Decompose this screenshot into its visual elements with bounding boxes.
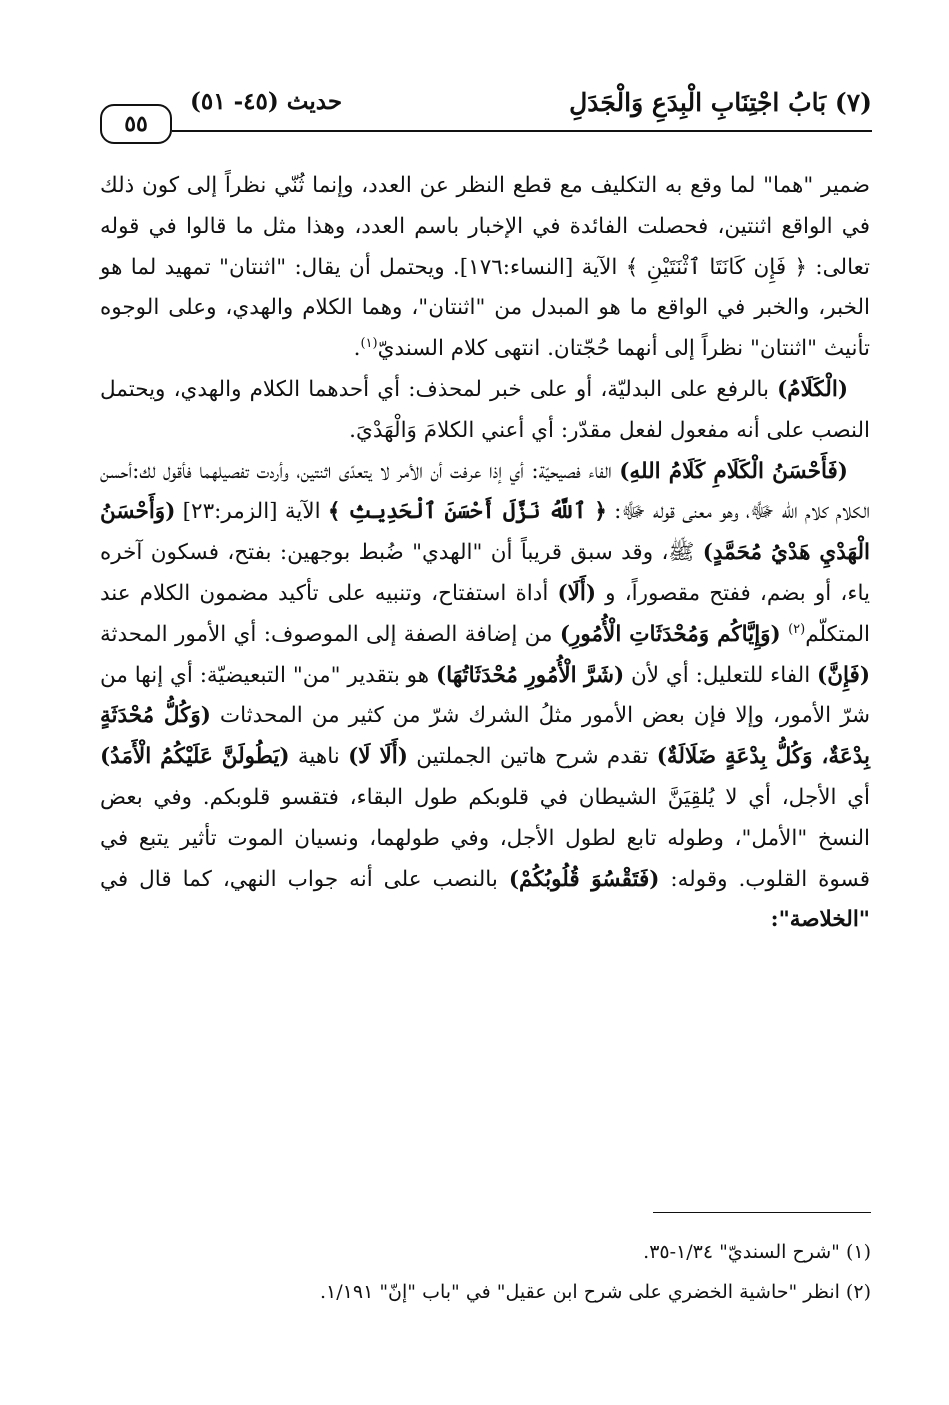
text-run: بالنصب على أنه جواب النهي، كما قال في xyxy=(100,866,509,892)
text-run: الفاء فصيحيّة: أي إذا عرفت أن الأمر لا يتعدّى اثنتين، وأردت تفصيلهما فأقول لك:أحسن الكلام كلام الله ﷻ، وهو معنى قوله ﷻ: xyxy=(100,458,870,525)
text-run: من إضافة الصفة إلى الموصوف: أي الأمور المحدثة xyxy=(100,621,560,647)
footnote-reference[interactable]: (٢) xyxy=(788,621,806,637)
highlighted-phrase: "الخلاصة": xyxy=(770,907,870,933)
highlighted-phrase: (وَكُلُّ مُحْدَثَةٍ بِدْعَةٌ، وَكُلُّ بِدْعَةٍ ضَلَالَةٌ) xyxy=(100,703,871,770)
text-run: ﴿ فَإِن كَانَتَا ٱثْنَتَيْنِ ﴾ xyxy=(625,254,808,280)
text-run: الفاء للتعليل: أي لأن xyxy=(624,662,818,688)
text-run: أي الأجل، أي لا يُلقِيَنَّ الشيطان في قلوبكم طول البقاء، فتقسو قلوبكم. وفي بعض النسخ "الأمل"، وطوله تابع لطول الأجل، وفي طولهما، ونسيان الموت تأثير يتبع في قسوة القلوب. وقوله: xyxy=(100,784,870,892)
text-run: الآية [النساء:١٧٦]. ويحتمل أن يقال: "اثنتان" تمهيد لما هو الخبر، والخبر في الواقع ما هو المبدل من "اثنتان"، وهما الكلام والهدي، وعلى الوجوه تأنيث "اثنتان" نظراً إلى أنهما حُجّتان. انتهى كلام السنديّ xyxy=(100,254,870,362)
body-text xyxy=(100,166,870,941)
highlighted-phrase: (أَلَا) xyxy=(557,580,597,606)
paragraph xyxy=(100,166,870,370)
running-head xyxy=(98,88,872,148)
highlighted-phrase: (فَتَقْسُوَ قُلُوبُكُمْ) xyxy=(508,866,660,892)
text-run xyxy=(781,622,788,647)
chapter-title: (٧) بَابُ اجْتِنَابِ الْبِدَعِ وَالْجَدَلِ xyxy=(569,88,872,117)
text-run: تقدم شرح هاتين الجملتين xyxy=(407,744,657,770)
highlighted-phrase: (فَأَحْسَنُ الْكَلَامِ كَلَامُ اللهِ) xyxy=(619,458,848,484)
paragraph xyxy=(100,370,870,452)
highlighted-phrase: (وَإِيَّاكُم وَمُحْدَثَاتِ الْأُمُورِ) xyxy=(559,621,781,647)
text-run: الآية [الزمر:٢٣] xyxy=(175,499,328,525)
highlighted-phrase: (فَإِنَّ) xyxy=(817,662,871,688)
highlighted-phrase: (يَطُولَنَّ عَلَيْكُمُ الْأَمَدُ) xyxy=(100,744,290,770)
text-run: بالرفع على البدليّة، أو على خبر لمحذف: أي أحدهما الكلام والهدي، ويحتمل النصب على أنه مفعول لفعل مقدّر: أي أعني الكلامَ وَالْهَدْيَ. xyxy=(100,376,870,443)
highlighted-phrase: (وَأَحْسَنُ الْهَدْيِ هَدْيُ مُحَمَّدٍ) xyxy=(100,499,870,566)
text-run: أداة استفتاح، وتنبيه على تأكيد مضمون الكلام عند المتكلّم xyxy=(100,580,870,647)
paragraph xyxy=(100,452,870,942)
text-run: هو بتقدير "من" التبعيضيّة: أي إنها من شرّ الأمور، وإلا فإن بعض الأمور مثلُ الشرك شرّ من كثير من المحدثات xyxy=(100,662,871,729)
header-rule xyxy=(172,130,872,132)
highlighted-phrase: ﴿ ٱللَّهُ نَزَّلَ أَحْسَنَ ٱلْحَدِيثِ ﴾ xyxy=(327,499,607,525)
footnote-reference[interactable]: (١) xyxy=(360,336,378,352)
text-run: ضمير "هما" لما وقع به التكليف مع قطع النظر عن العدد، وإنما ثُنّي نظراً إلى كون ذلك في الواقع اثنتين، فحصلت الفائدة في الإخبار باسم العدد، وهذا مثل ما قالوا في قوله تعالى: xyxy=(100,173,870,280)
highlighted-phrase: (شَرَّ الْأُمُورِ مُحْدَثَاتُهَا) xyxy=(436,662,625,688)
text-run: ناهية xyxy=(289,744,349,770)
highlighted-phrase: (أَلَا لَا) xyxy=(348,744,408,770)
highlighted-phrase: (الْكَلَامُ) xyxy=(777,376,848,402)
footnotes xyxy=(91,1232,871,1312)
text-run: . xyxy=(353,336,361,362)
hadith-range: حديث (٤٥- ٥١) xyxy=(190,88,343,115)
footnote-1: (١) "شرح السنديّ" ١/٣٤-٣٥. xyxy=(643,1241,871,1263)
footnote-2: (٢) انظر "حاشية الخضري على شرح ابن عقيل" في "باب "إنّ" ١/١٩١. xyxy=(320,1281,871,1303)
footnote-rule xyxy=(653,1212,871,1213)
page-number: ٥٥ xyxy=(100,104,172,144)
text-run: ﷺ، وقد سبق قريباً أن "الهدي" ضُبط بوجهين: بفتح، فسكون آخره ياء، أو بضم، ففتح مقصوراً، و xyxy=(100,540,870,606)
